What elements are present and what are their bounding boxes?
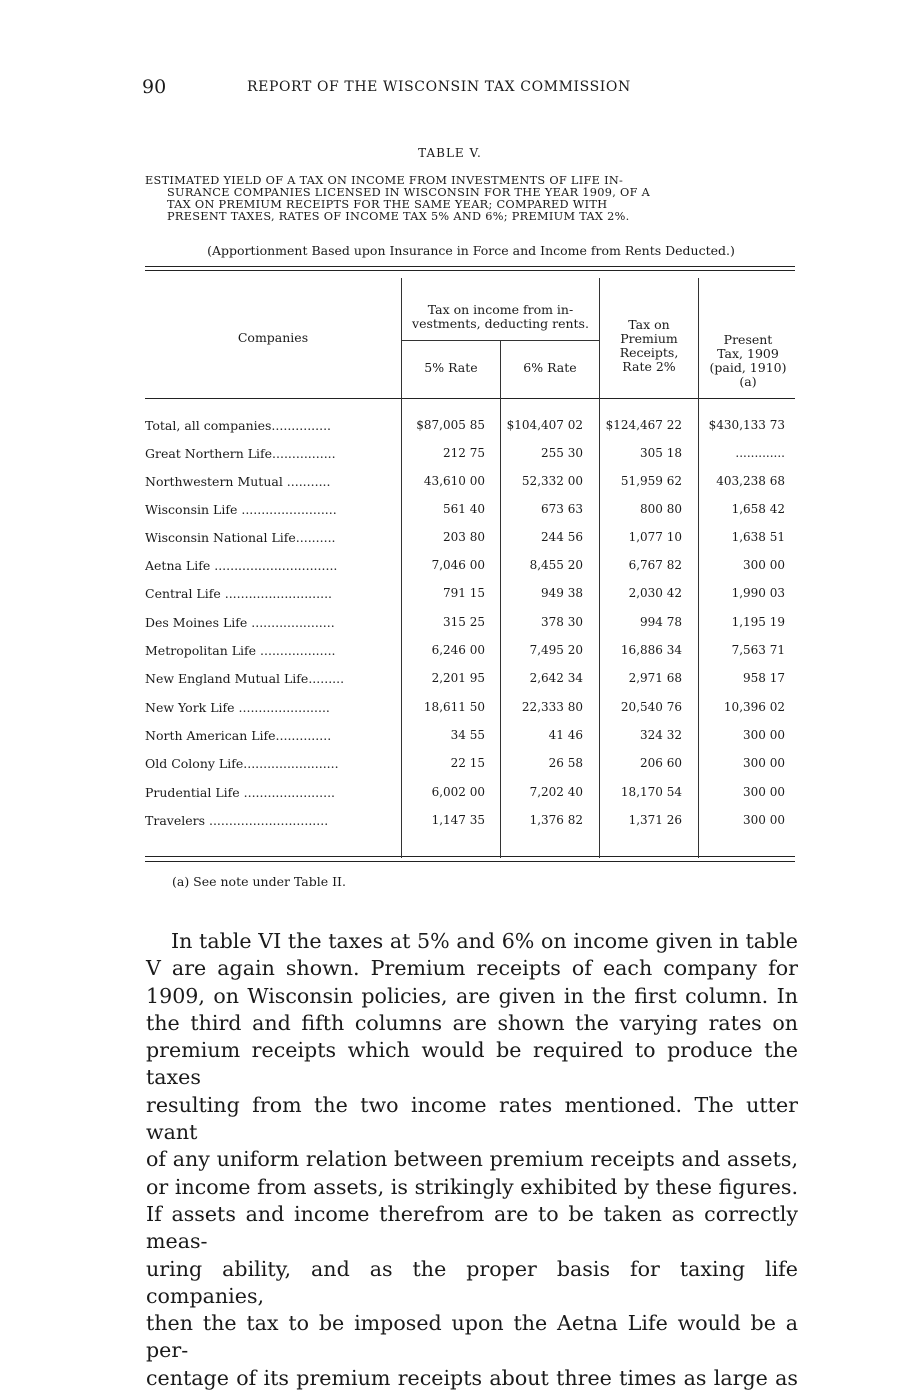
caption-line: ESTIMATED YIELD OF A TAX ON INCOME FROM INVESTMENTS OF LIFE IN-	[145, 174, 624, 187]
rate6-value: 7,495 20	[529, 643, 583, 657]
rate5-value: 2,201 95	[431, 671, 485, 685]
rate5-value: $87,005 85	[416, 418, 485, 432]
premium-value: 16,886 34	[620, 643, 682, 657]
header-companies: Companies	[237, 330, 309, 345]
rate5-value: 1,147 35	[431, 813, 485, 827]
rate6-value: 255 30	[541, 446, 583, 460]
table-row	[145, 671, 795, 691]
present-value: 300 00	[743, 558, 785, 572]
header-present-line: Present	[723, 332, 773, 347]
rate6-value: 1,376 82	[529, 813, 583, 827]
paragraph-line: or income from assets, is strikingly exhibited by these figures.	[146, 1174, 798, 1199]
table-row	[145, 558, 795, 578]
company-name: North American Life..............	[145, 728, 332, 743]
paragraph-line: If assets and income therefrom are to be taken as correctly meas-	[146, 1201, 798, 1254]
rate6-value: 8,455 20	[529, 558, 583, 572]
header-income-line: Tax on income from in-	[427, 302, 574, 317]
table-caption	[145, 175, 797, 223]
paragraph-line: resulting from the two income rates mentioned. The utter want	[146, 1092, 798, 1145]
company-name: New York Life .......................	[145, 700, 330, 715]
header-premium-line: Receipts,	[619, 345, 679, 360]
caption-line: SURANCE COMPANIES LICENSED IN WISCONSIN FOR THE YEAR 1909, OF A	[167, 186, 651, 199]
present-value: 1,638 51	[731, 530, 785, 544]
premium-value: 6,767 82	[628, 558, 682, 572]
premium-value: 2,971 68	[628, 671, 682, 685]
rate6-value: 22,333 80	[521, 700, 583, 714]
table-row	[145, 643, 795, 663]
caption-line: PRESENT TAXES, RATES OF INCOME TAX 5% AND 6%; PREMIUM TAX 2%.	[167, 210, 630, 223]
rate5-value: 7,046 00	[431, 558, 485, 572]
rate6-value: 949 38	[541, 586, 583, 600]
present-value: 300 00	[743, 785, 785, 799]
premium-value: 2,030 42	[628, 586, 682, 600]
caption-line: TAX ON PREMIUM RECEIPTS FOR THE SAME YEAR; COMPARED WITH	[167, 198, 608, 211]
table-row	[145, 728, 795, 748]
table-top-rule	[145, 266, 795, 267]
rate5-value: 34 55	[450, 728, 485, 742]
table-bottom-rule-2	[145, 861, 795, 862]
table-row	[145, 813, 795, 833]
premium-value: $124,467 22	[605, 418, 682, 432]
premium-value: 20,540 76	[620, 700, 682, 714]
income-group-rule	[401, 340, 599, 341]
present-value: 1,990 03	[731, 586, 785, 600]
page-header	[142, 76, 802, 100]
header-present-line: (paid, 1910)	[709, 360, 787, 375]
company-name: Total, all companies...............	[145, 418, 332, 433]
paragraph-line: then the tax to be imposed upon the Aetna Life would be a per-	[146, 1311, 798, 1363]
premium-value: 1,077 10	[628, 530, 682, 544]
company-name: Old Colony Life........................	[145, 756, 339, 771]
table-row	[145, 530, 795, 550]
table-top-rule-2	[145, 270, 795, 271]
premium-value: 994 78	[640, 615, 682, 629]
rate5-value: 212 75	[443, 446, 485, 460]
present-value: 1,658 42	[731, 502, 785, 516]
company-name: Wisconsin National Life..........	[145, 530, 336, 545]
table-row	[145, 586, 795, 606]
present-value: 958 17	[743, 671, 785, 685]
table-row	[145, 785, 795, 805]
rate5-value: 22 15	[450, 756, 485, 770]
table-row	[145, 418, 795, 438]
present-value: 300 00	[743, 813, 785, 827]
paragraph-line: the third and fifth columns are shown the varying rates on	[146, 1010, 798, 1035]
paragraph-line: uring ability, and as the proper basis for taxing life companies,	[146, 1256, 798, 1308]
company-name: Northwestern Mutual ...........	[145, 474, 331, 489]
present-value: 10,396 02	[723, 700, 785, 714]
company-name: Travelers ..............................	[145, 813, 329, 828]
company-name: Aetna Life ...............................	[145, 558, 338, 573]
table-label: TABLE V.	[418, 146, 482, 160]
table-row	[145, 756, 795, 776]
premium-value: 18,170 54	[620, 785, 682, 799]
present-value: .............	[735, 446, 785, 460]
rate6-value: 378 30	[541, 615, 583, 629]
header-present-line: (a)	[739, 374, 757, 389]
table-footnote: (a) See note under Table II.	[172, 874, 346, 889]
premium-value: 1,371 26	[628, 813, 682, 827]
page-number: 90	[142, 76, 167, 98]
rate6-value: 52,332 00	[521, 474, 583, 488]
paragraph-line: of any uniform relation between premium receipts and assets,	[146, 1147, 798, 1172]
rate5-value: 203 80	[443, 530, 485, 544]
table-row	[145, 502, 795, 522]
rate6-value: 244 56	[541, 530, 583, 544]
rate5-value: 43,610 00	[423, 474, 485, 488]
rate6-value: 26 58	[548, 756, 583, 770]
rate6-value: 41 46	[548, 728, 583, 742]
rate5-value: 791 15	[443, 586, 485, 600]
header-income-group	[402, 303, 599, 331]
paragraph-line: V are again shown. Premium receipts of each company for	[146, 956, 798, 981]
premium-value: 324 32	[640, 728, 682, 742]
rate6-value: 7,202 40	[529, 785, 583, 799]
rate6-value: $104,407 02	[506, 418, 583, 432]
paragraph-line: In table VI the taxes at 5% and 6% on income given in table	[171, 929, 798, 953]
header-rate6: 6% Rate	[523, 360, 577, 375]
present-value: 1,195 19	[731, 615, 785, 629]
table-row	[145, 700, 795, 720]
rate6-value: 2,642 34	[529, 671, 583, 685]
running-title: REPORT OF THE WISCONSIN TAX COMMISSION	[247, 79, 631, 95]
company-name: Wisconsin Life ........................	[145, 502, 337, 517]
table-row	[145, 474, 795, 494]
header-premium-line: Tax on	[628, 317, 670, 332]
company-name: Des Moines Life .....................	[145, 615, 335, 630]
present-value: 300 00	[743, 756, 785, 770]
premium-value: 206 60	[640, 756, 682, 770]
premium-value: 800 80	[640, 502, 682, 516]
header-premium	[600, 318, 698, 374]
rate5-value: 18,611 50	[423, 700, 485, 714]
body-paragraph	[146, 928, 798, 1392]
table-row	[145, 446, 795, 466]
header-premium-line: Premium	[620, 331, 678, 346]
rate5-value: 561 40	[443, 502, 485, 516]
company-name: Metropolitan Life ...................	[145, 643, 336, 658]
paragraph-line: premium receipts which would be required to produce the taxes	[146, 1038, 798, 1090]
table-row	[145, 615, 795, 635]
premium-value: 51,959 62	[620, 474, 682, 488]
present-value: $430,133 73	[708, 418, 785, 432]
rate6-value: 673 63	[541, 502, 583, 516]
rate5-value: 6,246 00	[431, 643, 485, 657]
table-subnote: (Apportionment Based upon Insurance in Force and Income from Rents Deducted.)	[207, 243, 735, 258]
header-present	[699, 333, 797, 389]
header-present-line: Tax, 1909	[717, 346, 779, 361]
header-income-line: vestments, deducting rents.	[412, 316, 589, 331]
paragraph-line: 1909, on Wisconsin policies, are given in the first column. In	[146, 983, 798, 1008]
rate5-value: 315 25	[443, 615, 485, 629]
company-name: Great Northern Life................	[145, 446, 336, 461]
present-value: 300 00	[743, 728, 785, 742]
rate5-value: 6,002 00	[431, 785, 485, 799]
header-rate5: 5% Rate	[424, 360, 478, 375]
company-name: Prudential Life .......................	[145, 785, 336, 800]
company-name: New England Mutual Life.........	[145, 671, 345, 686]
header-premium-line: Rate 2%	[622, 359, 676, 374]
present-value: 403,238 68	[716, 474, 785, 488]
company-name: Central Life ...........................	[145, 586, 333, 601]
present-value: 7,563 71	[731, 643, 785, 657]
premium-value: 305 18	[640, 446, 682, 460]
paragraph-line: centage of its premium receipts about three times as large as	[146, 1365, 798, 1390]
